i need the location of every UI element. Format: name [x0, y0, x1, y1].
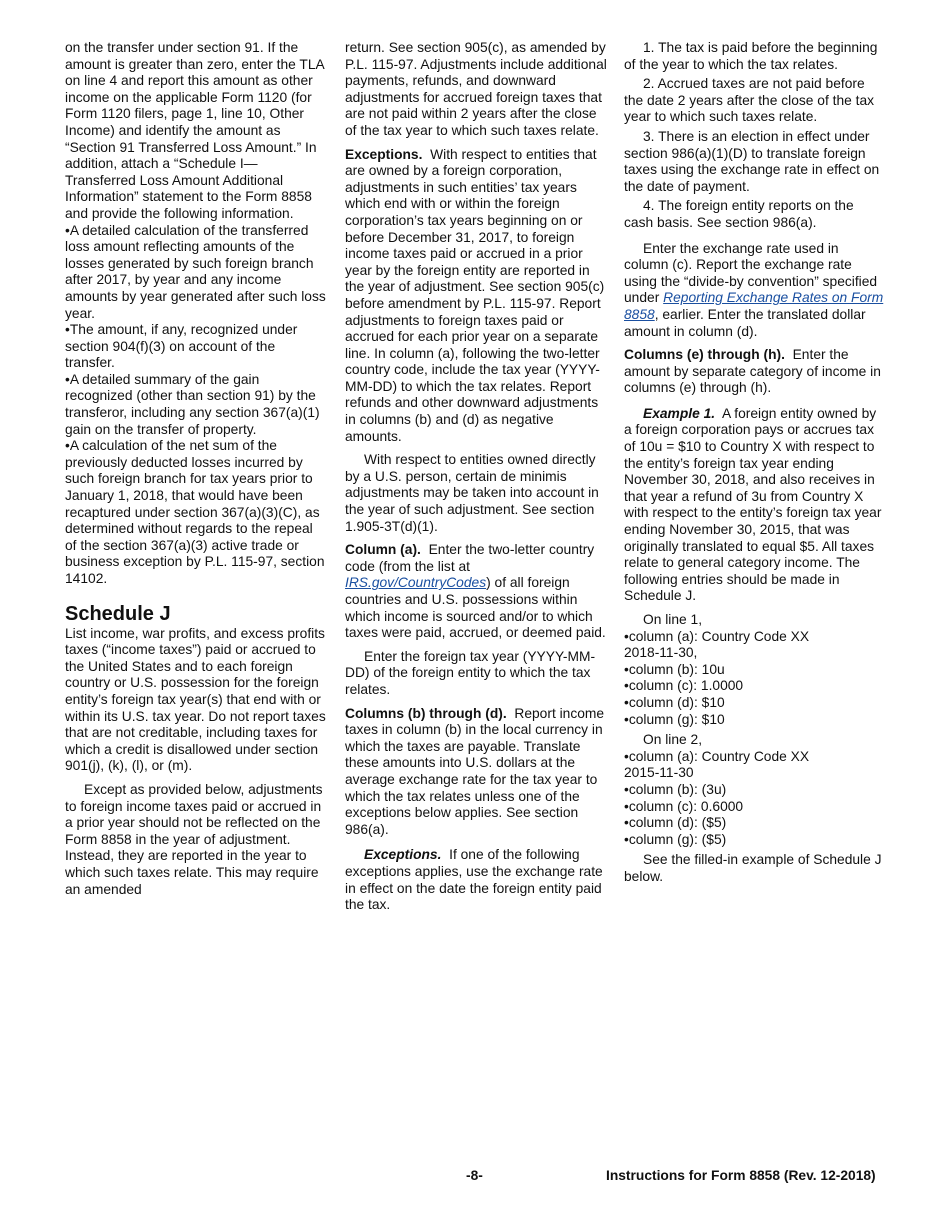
bullet-list [65, 223, 328, 588]
list-item: •column (a): Country Code XX [624, 748, 810, 764]
paragraph: Enter the foreign tax year (YYYY-MM-DD) of the foreign entity to which the tax relates. [345, 648, 596, 697]
paragraph: With respect to entities owned directly by a U.S. person, certain de minimis adjustments may be taken into account in the year of such adjustment. See section 1.905-3T(d)(1). [345, 452, 599, 534]
section-heading: Schedule J [65, 602, 171, 625]
page-number: -8- [466, 1168, 483, 1183]
list-item: •A calculation of the net sum of the previously deducted losses incurred by such foreign branch for tax years prior to January 1, 2018, that would have been recaptured under section 367(a)(3)(C), as determined without regards to the repeal of the section 367(a)(3) active trade or business exception by P.L. 115-97, section 14102. [65, 438, 325, 586]
list-item: •column (g): $10 [624, 711, 725, 727]
paragraph: return. See section 905(c), as amended by P.L. 115-97. Adjustments include additional payments, refunds, and downward adjustments for accrued foreign taxes that are not paid within 2 years after the close of the tax year to which such taxes relate. [345, 40, 607, 138]
country-codes-link[interactable]: IRS.gov/CountryCodes [345, 575, 487, 591]
paragraph: on the transfer under section 91. If the amount is greater than zero, enter the TLA on line 4 and report this amount as other income on the applicable Form 1120 (for Form 1120 filers, page 1, line 10, Other Income) and identify the amount as “Section 91 Transferred Loss Amount.” In addition, attach a “Schedule I—Transferred Loss Amount Additional Information” statement to the Form 8858 and provide the following information. [65, 40, 324, 221]
paragraph: Columns (e) through (h). Enter the amount by separate category of income in columns (e) through (h). [624, 347, 881, 396]
paragraph: Exceptions. With respect to entities that are owned by a foreign corporation, adjustments in such entities’ tax years which end with or within the foreign corporation’s tax years beginning on or before December 31, 2017, to foreign income taxes paid or accrued in a prior year by the foreign entity are reported in the year of adjustment. See section 905(c) before amendment by P.L. 115-97. Report adjustments to foreign taxes paid or accrued for each prior year on a separate line. In column (a), following the two-letter country code, include the tax year (YYYY-MM-DD) to which the tax relates. Report refunds and other downward adjustments in columns (b) and (d) as negative amounts. [345, 146, 605, 444]
column-1 [65, 40, 328, 898]
list-item: •column (b): (3u) [624, 781, 727, 797]
paragraph: List income, war profits, and excess profits taxes (“income taxes”) paid or accrued to the United States and to each foreign country or U.S. possession for the foreign entity’s foreign tax year(s) that end with or within its U.S. tax year. Do not report taxes that are not creditable, including taxes for which a credit is disallowed under section 901(j), (k), (l), or (m). [65, 625, 326, 774]
entry-list [624, 749, 886, 849]
list-item: •The amount, if any, recognized under section 904(f)(3) on account of the transfer. [65, 322, 298, 371]
list-item: 1. The tax is paid before the beginning of the year to which the tax relates. [624, 40, 878, 72]
exchange-rates-link[interactable]: Reporting Exchange Rates on Form 8858 [624, 290, 884, 322]
list-item: •column (d): $10 [624, 694, 725, 710]
run-in-heading: Column (a). [345, 542, 421, 558]
run-in-heading: Exceptions. [364, 847, 442, 863]
paragraph: See the filled-in example of Schedule J below. [624, 852, 882, 884]
list-item: •A detailed calculation of the transferred loss amount reflecting amounts of the losses generated by such foreign branch after 2017, by year and any income amounts by year generated after such loss year. [65, 222, 326, 321]
paragraph: Column (a). Enter the two-letter country code (from the list at IRS.gov/CountryCodes) of all foreign countries and U.S. possessions within which income is sourced and/or to which taxes were paid, accrued, or deemed paid. [345, 542, 606, 641]
paragraph: Except as provided below, adjustments to foreign income taxes paid or accrued in a prior year should not be reflected on the Form 8858 in the year of adjustment. Instead, they are reported in the year to which such taxes relate. This may require an amended [65, 781, 323, 897]
list-item-continuation: 2018-11-30, [624, 645, 698, 661]
run-in-heading: Columns (e) through (h). [624, 347, 785, 363]
list-item: 2. Accrued taxes are not paid before the date 2 years after the close of the tax year to which such taxes relate. [624, 76, 875, 125]
run-in-heading: Example 1. [643, 405, 716, 421]
footer-title: Instructions for Form 8858 (Rev. 12-2018) [606, 1168, 876, 1183]
column-3 [624, 40, 886, 886]
list-item: 3. There is an election in effect under section 986(a)(1)(D) to translate foreign taxes using the exchange rate in effect on the date of payment. [624, 128, 880, 194]
list-item: •column (d): ($5) [624, 815, 727, 831]
list-item: •column (a): Country Code XX [624, 628, 810, 644]
list-item: •column (c): 0.6000 [624, 798, 744, 814]
list-item: 4. The foreign entity reports on the cash basis. See section 986(a). [624, 198, 854, 230]
paragraph: Columns (b) through (d). Report income taxes in column (b) in the local currency in which the taxes are payable. Translate these amounts into U.S. dollars at the average exchange rate for the tax year to which the tax relates unless one of the exceptions below applies. See section 986(a). [345, 705, 605, 837]
paragraph: Exceptions. If one of the following exceptions applies, use the exchange rate in effect on the date the foreign entity paid the tax. [345, 847, 603, 913]
list-item: •column (c): 1.0000 [624, 678, 744, 694]
entry-list [624, 629, 886, 729]
list-item: •column (b): 10u [624, 661, 725, 677]
list-item-continuation: 2015-11-30 [624, 765, 694, 781]
run-in-heading: Exceptions. [345, 146, 423, 162]
paragraph: Enter the exchange rate used in column (c). Report the exchange rate using the “divide-by convention” specified under Reporting Exchange Rates on Form 8858, earlier. Enter the translated dollar amount in column (d). [624, 240, 884, 339]
list-item: •A detailed summary of the gain recognized (other than section 91) by the transferor, including any section 367(a)(1) gain on the transfer of property. [65, 371, 320, 437]
line-label: On line 2, [643, 732, 703, 748]
line-label: On line 1, [643, 612, 703, 627]
run-in-heading: Columns (b) through (d). [345, 705, 507, 721]
column-2 [345, 40, 607, 914]
list-item: •column (g): ($5) [624, 831, 727, 847]
paragraph: Example 1. A foreign entity owned by a foreign corporation pays or accrues tax of 10u = $10 to Country X with respect to the entity’s foreign tax year ending November 30, 2018, and also receives in that year a refund of 3u from Country X with respect to the entity’s foreign tax year ending November 30, 2015, that was originally translated to equal $5. All taxes relate to general category income. The following entries should be made in Schedule J. [624, 405, 882, 604]
